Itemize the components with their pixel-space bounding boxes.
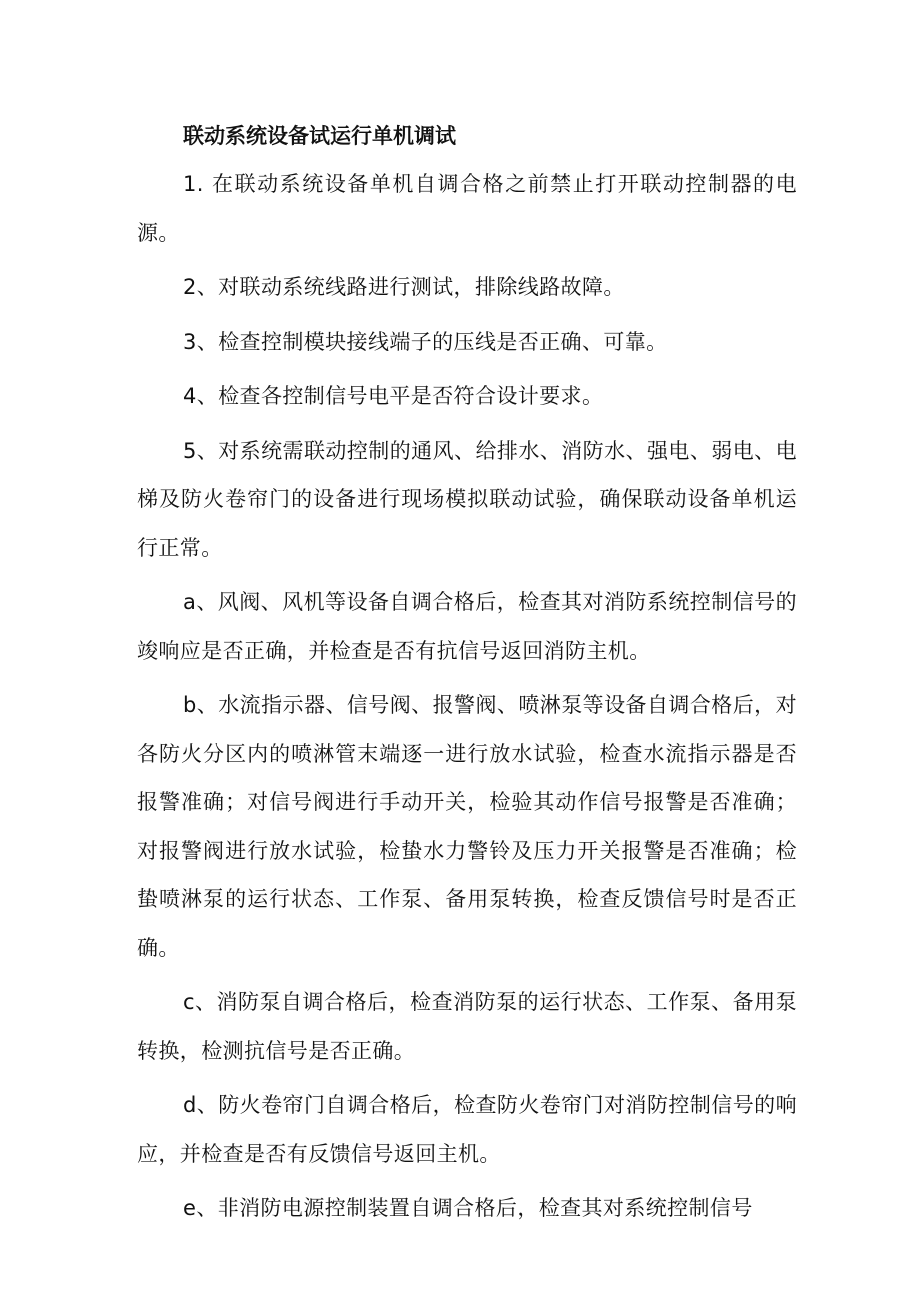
document-body xyxy=(137,112,797,1233)
paragraph-step-2: 2、对联动系统线路进行测试，排除线路故障。 xyxy=(183,275,625,299)
paragraph-item-e: e、非消防电源控制装置自调合格后，检查其对系统控制信号 xyxy=(183,1196,753,1220)
paragraph-step-5: 5、对系统需联动控制的通风、给排水、消防水、强电、弱电、电梯及防火卷帘门的设备进行现场模拟联动试验，确保联动设备单机运行正常。 xyxy=(137,438,797,560)
paragraph-item-d: d、防火卷帘门自调合格后，检查防火卷帘门对消防控制信号的响应，并检查是否有反馈信号返回主机。 xyxy=(137,1093,797,1166)
paragraph-step-1: 1. 在联动系统设备单机自调合格之前禁止打开联动控制器的电源。 xyxy=(137,172,797,245)
document-title: 联动系统设备试运行单机调试 xyxy=(183,124,456,148)
paragraph-step-3: 3、检查控制模块接线端子的压线是否正确、可靠。 xyxy=(183,329,668,354)
paragraph-step-4: 4、检查各控制信号电平是否符合设计要求。 xyxy=(183,384,604,408)
paragraph-item-c: c、消防泵自调合格后，检查消防泵的运行状态、工作泵、备用泵转换，检测抗信号是否正确。 xyxy=(137,990,797,1063)
paragraph-item-b: b、水流指示器、信号阀、报警阀、喷淋泵等设备自调合格后，对各防火分区内的喷淋管末端逐一进行放水试验，检查水流指示器是否报警准确；对信号阀进行手动开关，检验其动作信号报警是否准确；对报警阀进行放水试验，检蛰水力警铃及压力开关报警是否准确；检蛰喷淋泵的运行状态、工作泵、备用泵转换，检查反馈信号时是否正确。 xyxy=(137,693,797,960)
paragraph-item-a: a、风阀、风机等设备自调合格后，检查其对消防系统控制信号的竣响应是否正确，并检查是否有抗信号返回消防主机。 xyxy=(137,590,797,663)
